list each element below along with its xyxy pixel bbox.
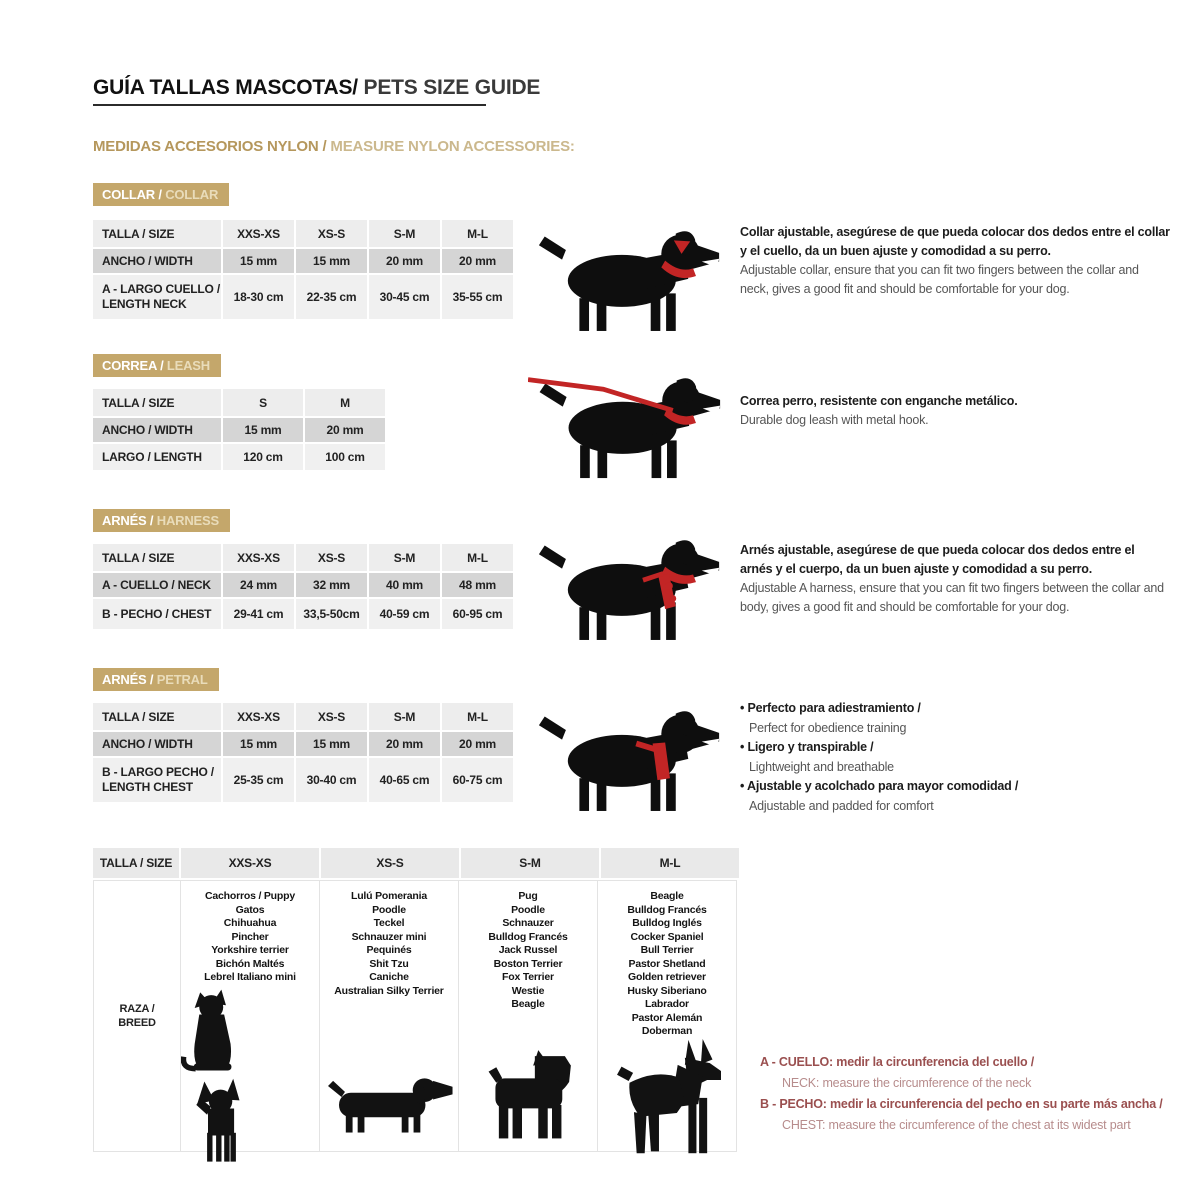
petral-feature-es: • Ligero y transpirable / bbox=[740, 738, 1170, 758]
breed-col-xs-s bbox=[319, 881, 458, 1151]
collar-badge-en: COLLAR bbox=[161, 187, 219, 202]
harness-chest-label: B - PECHO / CHEST bbox=[93, 599, 221, 629]
breed-col-m-l bbox=[597, 881, 736, 1151]
harness-table-header-row bbox=[93, 544, 513, 571]
petral-features bbox=[740, 699, 1170, 816]
leash-header-size: TALLA / SIZE bbox=[93, 389, 221, 416]
cat-and-chihuahua-silhouette-icon bbox=[181, 985, 319, 1167]
leash-size-table bbox=[93, 389, 385, 472]
collar-width-value: 15 mm bbox=[223, 249, 294, 273]
page-subtitle bbox=[93, 138, 575, 155]
petral-feature-es: • Perfecto para adiestramiento / bbox=[740, 699, 1170, 719]
collar-table-header-row bbox=[93, 220, 513, 247]
collar-size-table bbox=[93, 220, 513, 321]
petral-chest-value: 25-35 cm bbox=[223, 758, 294, 802]
harness-description bbox=[740, 541, 1170, 617]
leash-badge-es: CORREA / bbox=[102, 358, 164, 373]
leash-section-badge bbox=[93, 354, 221, 377]
breed-col-s-m bbox=[458, 881, 597, 1151]
harness-header-xs-s: XS-S bbox=[296, 544, 367, 571]
breed-table-body bbox=[93, 880, 737, 1152]
petral-badge-en: PETRAL bbox=[153, 672, 208, 687]
collar-width-label: ANCHO / WIDTH bbox=[93, 249, 221, 273]
collar-width-value: 15 mm bbox=[296, 249, 367, 273]
petral-chest-value: 60-75 cm bbox=[442, 758, 513, 802]
breed-row-label-line1: RAZA / bbox=[119, 1003, 155, 1015]
collar-badge-es: COLLAR / bbox=[102, 187, 162, 202]
page-title bbox=[93, 76, 540, 100]
petral-chest-label-line1: B - LARGO PECHO / bbox=[102, 765, 214, 779]
harness-header-xxs-xs: XXS-XS bbox=[223, 544, 294, 571]
breed-list-xxs-xs: Cachorros / Puppy Gatos Chihuahua Pincher Yorkshire terrier Bichón Maltés Lebrel Italiano mini bbox=[204, 890, 296, 983]
harness-neck-value: 40 mm bbox=[369, 573, 440, 597]
collar-neck-value: 18-30 cm bbox=[223, 275, 294, 319]
page-title-es: GUÍA TALLAS MASCOTAS/ bbox=[93, 76, 358, 99]
harness-chest-value: 33,5-50cm bbox=[296, 599, 367, 629]
note-neck-es: A - CUELLO: medir la circunferencia del cuello / bbox=[760, 1055, 1035, 1069]
leash-length-label: LARGO / LENGTH bbox=[93, 444, 221, 470]
page-subtitle-es: MEDIDAS ACCESORIOS NYLON / bbox=[93, 138, 327, 155]
leash-badge-en: LEASH bbox=[163, 358, 210, 373]
breed-list-s-m: Pug Poodle Schnauzer Bulldog Francés Jack Russel Boston Terrier Fox Terrier Westie Beagle bbox=[488, 890, 568, 1010]
page-subtitle-en: MEASURE NYLON ACCESSORIES: bbox=[326, 138, 575, 155]
petral-width-value: 15 mm bbox=[296, 732, 367, 756]
note-neck-en: NECK: measure the circumference of the neck bbox=[782, 1076, 1032, 1090]
dog-leash-illustration bbox=[528, 365, 723, 483]
breed-header-xs-s: XS-S bbox=[321, 848, 459, 878]
collar-neck-label-line2: LENGTH NECK bbox=[102, 297, 187, 311]
collar-header-m-l: M-L bbox=[442, 220, 513, 247]
petral-size-table bbox=[93, 703, 513, 804]
petral-header-s-m: S-M bbox=[369, 703, 440, 730]
collar-description bbox=[740, 223, 1170, 299]
harness-chest-value: 40-59 cm bbox=[369, 599, 440, 629]
collar-neck-label-line1: A - LARGO CUELLO / bbox=[102, 282, 220, 296]
leash-length-row bbox=[93, 444, 385, 470]
leash-width-value: 20 mm bbox=[305, 418, 385, 442]
dachshund-silhouette-icon bbox=[325, 1069, 453, 1146]
petral-header-m-l: M-L bbox=[442, 703, 513, 730]
harness-header-s-m: S-M bbox=[369, 544, 440, 571]
schnauzer-silhouette-icon bbox=[480, 1045, 576, 1146]
collar-width-value: 20 mm bbox=[369, 249, 440, 273]
harness-neck-value: 24 mm bbox=[223, 573, 294, 597]
collar-neck-length-row bbox=[93, 275, 513, 319]
petral-header-xxs-xs: XXS-XS bbox=[223, 703, 294, 730]
breed-row-label bbox=[94, 881, 180, 1151]
harness-chest-value: 60-95 cm bbox=[442, 599, 513, 629]
breed-row-label-line2: BREED bbox=[118, 1017, 156, 1029]
harness-description-es: Arnés ajustable, asegúrese de que pueda colocar dos dedos entre el arnés y el cuerpo, da un buen ajuste y comodidad a su perro. bbox=[740, 543, 1135, 576]
collar-width-row bbox=[93, 249, 513, 273]
petral-section-badge bbox=[93, 668, 219, 691]
collar-header-s-m: S-M bbox=[369, 220, 440, 247]
leash-width-value: 15 mm bbox=[223, 418, 303, 442]
dog-petral-illustration bbox=[537, 698, 722, 816]
dog-collar-illustration bbox=[537, 218, 722, 336]
collar-neck-length-label bbox=[93, 275, 221, 319]
petral-header-size: TALLA / SIZE bbox=[93, 703, 221, 730]
dog-harness-illustration bbox=[537, 527, 722, 645]
petral-header-xs-s: XS-S bbox=[296, 703, 367, 730]
leash-description bbox=[740, 392, 1170, 430]
measurement-notes bbox=[760, 1052, 1192, 1136]
page-title-en: PETS SIZE GUIDE bbox=[357, 76, 541, 99]
harness-header-size: TALLA / SIZE bbox=[93, 544, 221, 571]
breed-header-s-m: S-M bbox=[461, 848, 599, 878]
breed-header-size: TALLA / SIZE bbox=[93, 848, 179, 878]
petral-table-header-row bbox=[93, 703, 513, 730]
petral-chest-length-label bbox=[93, 758, 221, 802]
petral-width-value: 15 mm bbox=[223, 732, 294, 756]
breed-header-m-l: M-L bbox=[601, 848, 739, 878]
collar-header-xxs-xs: XXS-XS bbox=[223, 220, 294, 247]
petral-badge-es: ARNÉS / bbox=[102, 672, 154, 687]
collar-header-xs-s: XS-S bbox=[296, 220, 367, 247]
petral-width-label: ANCHO / WIDTH bbox=[93, 732, 221, 756]
note-chest-en: CHEST: measure the circumference of the chest at its widest part bbox=[782, 1118, 1131, 1132]
petral-feature-en: Lightweight and breathable bbox=[749, 759, 894, 774]
leash-length-value: 120 cm bbox=[223, 444, 303, 470]
collar-description-en: Adjustable collar, ensure that you can fit two fingers between the collar and neck, gives a good fit and should be comfortable for your dog. bbox=[740, 263, 1139, 296]
petral-chest-label-line2: LENGTH CHEST bbox=[102, 780, 193, 794]
petral-chest-value: 30-40 cm bbox=[296, 758, 367, 802]
collar-neck-value: 30-45 cm bbox=[369, 275, 440, 319]
petral-feature-es: • Ajustable y acolchado para mayor comodidad / bbox=[740, 777, 1170, 797]
collar-neck-value: 35-55 cm bbox=[442, 275, 513, 319]
leash-length-value: 100 cm bbox=[305, 444, 385, 470]
petral-width-row bbox=[93, 732, 513, 756]
leash-width-label: ANCHO / WIDTH bbox=[93, 418, 221, 442]
title-underline bbox=[93, 104, 486, 106]
breed-header-xxs-xs: XXS-XS bbox=[181, 848, 319, 878]
petral-feature-en: Perfect for obedience training bbox=[749, 720, 907, 735]
note-chest-es: B - PECHO: medir la circunferencia del pecho en su parte más ancha / bbox=[760, 1097, 1163, 1111]
harness-header-m-l: M-L bbox=[442, 544, 513, 571]
harness-neck-row bbox=[93, 573, 513, 597]
harness-neck-label: A - CUELLO / NECK bbox=[93, 573, 221, 597]
leash-header-s: S bbox=[223, 389, 303, 416]
leash-header-m: M bbox=[305, 389, 385, 416]
doberman-silhouette-icon bbox=[613, 1039, 721, 1160]
petral-feature-en: Adjustable and padded for comfort bbox=[749, 798, 934, 813]
petral-chest-length-row bbox=[93, 758, 513, 802]
collar-neck-value: 22-35 cm bbox=[296, 275, 367, 319]
collar-section-badge bbox=[93, 183, 229, 206]
harness-section-badge bbox=[93, 509, 230, 532]
leash-description-en: Durable dog leash with metal hook. bbox=[740, 413, 929, 427]
leash-width-row bbox=[93, 418, 385, 442]
harness-size-table bbox=[93, 544, 513, 631]
leash-description-es: Correa perro, resistente con enganche metálico. bbox=[740, 394, 1018, 408]
harness-chest-row bbox=[93, 599, 513, 629]
petral-chest-value: 40-65 cm bbox=[369, 758, 440, 802]
collar-width-value: 20 mm bbox=[442, 249, 513, 273]
harness-badge-es: ARNÉS / bbox=[102, 513, 154, 528]
breed-col-xxs-xs bbox=[180, 881, 319, 1151]
harness-badge-en: HARNESS bbox=[153, 513, 219, 528]
harness-description-en: Adjustable A harness, ensure that you can fit two fingers between the collar and body, gives a good fit and should be comfortable for your dog. bbox=[740, 581, 1164, 614]
breed-list-xs-s: Lulú Pomerania Poodle Teckel Schnauzer mini Pequinés Shit Tzu Caniche Australian Silky Terrier bbox=[334, 890, 444, 997]
leash-table-header-row bbox=[93, 389, 385, 416]
petral-width-value: 20 mm bbox=[442, 732, 513, 756]
harness-neck-value: 48 mm bbox=[442, 573, 513, 597]
collar-description-es: Collar ajustable, asegúrese de que pueda colocar dos dedos entre el collar y el cuello, da un buen ajuste y comodidad a su perro. bbox=[740, 225, 1170, 258]
harness-neck-value: 32 mm bbox=[296, 573, 367, 597]
breed-table-header bbox=[93, 848, 739, 878]
harness-chest-value: 29-41 cm bbox=[223, 599, 294, 629]
petral-width-value: 20 mm bbox=[369, 732, 440, 756]
breed-list-m-l: Beagle Bulldog Francés Bulldog Inglés Cocker Spaniel Bull Terrier Pastor Shetland Golden retriever Husky Siberiano Labrador Pastor Alemán Doberman bbox=[627, 890, 707, 1037]
collar-header-size: TALLA / SIZE bbox=[93, 220, 221, 247]
